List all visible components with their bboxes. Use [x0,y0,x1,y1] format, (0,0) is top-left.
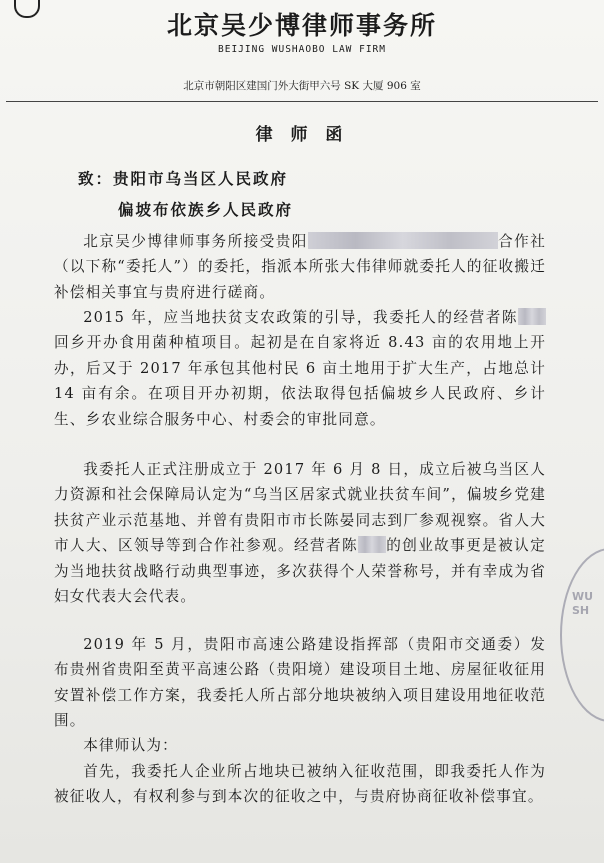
recipient-line-1: 致：贵阳市乌当区人民政府 [78,169,289,188]
firm-name: 北京吴少博律师事务所 [166,11,437,40]
redacted-name-block [358,536,386,553]
firm-address: 北京市朝阳区建国门外大街甲六号 SK 大厦 906 室 [183,80,421,92]
redacted-name-block [308,232,498,249]
paragraph-opinion-heading: 本律师认为： [83,737,178,754]
paragraph-text: 北京吴少博律师事务所接受贵阳 [83,233,308,250]
paragraph-text: 的创业故事更是被认定为当地扶贫战略行动典型事迹，多次获得个人荣誉称号，并有幸成为省妇女代表大会代表。 [54,537,546,606]
paragraph-background [54,305,546,432]
recipient-line-2: 偏坡布依族乡人民政府 [118,200,294,219]
paragraph-text: 2015 年，应当地扶贫支农政策的引导，我委托人的经营者陈 [83,309,518,326]
seal-text: WUSH [572,590,594,617]
paragraph-text: 回乡开办食用菌种植项目。起初是在自家将近 8.43 亩的农用地上开办，后又于 2017 年承包其他村民 6 亩土地用于扩大生产，占地总计 14 亩有余。在项目开办初期，依法取得包括偏坡乡人民政府、乡计生、乡农业综合服务中心、村委会的审批同意。 [54,334,546,428]
paragraph-expropriation: 2019 年 5 月，贵阳市高速公路建设指挥部（贵阳市交通委）发布贵州省贵阳至黄平高速公路（贵阳境）建设项目土地、房屋征收征用安置补偿工作方案，我委托人所占部分地块被纳入项目建设用地征收范围。 [54,636,546,730]
paragraph-registration [54,457,546,609]
firm-name-english: BEIJING WUSHAOBO LAW FIRM [218,44,386,55]
paragraph-text: 我委托人正式注册成立于 2017 年 6 月 8 日，成立后被乌当区人力资源和社会保障局认定为“乌当区居家式就业扶贫车间”，偏坡乡党建扶贫产业示范基地、并曾有贵阳市市长陈晏同志到厂参观视察。省人大市人大、区领导等到合作社参观。经营者陈 [54,461,546,555]
paragraph-text: 合作社（以下称“委托人”）的委托，指派本所张大伟律师就委托人的征收搬迁补偿相关事宜与贵府进行磋商。 [54,233,546,301]
redacted-name-block [518,308,546,325]
official-seal [560,548,604,722]
paragraph-engagement [54,229,546,305]
letterhead-divider [6,101,598,102]
paragraph-opinion-first: 首先，我委托人企业所占地块已被纳入征收范围，即我委托人作为被征收人，有权利参与到本次的征收之中，与贵府协商征收补偿事宜。 [54,763,546,806]
document-title: 律 师 函 [255,125,349,145]
